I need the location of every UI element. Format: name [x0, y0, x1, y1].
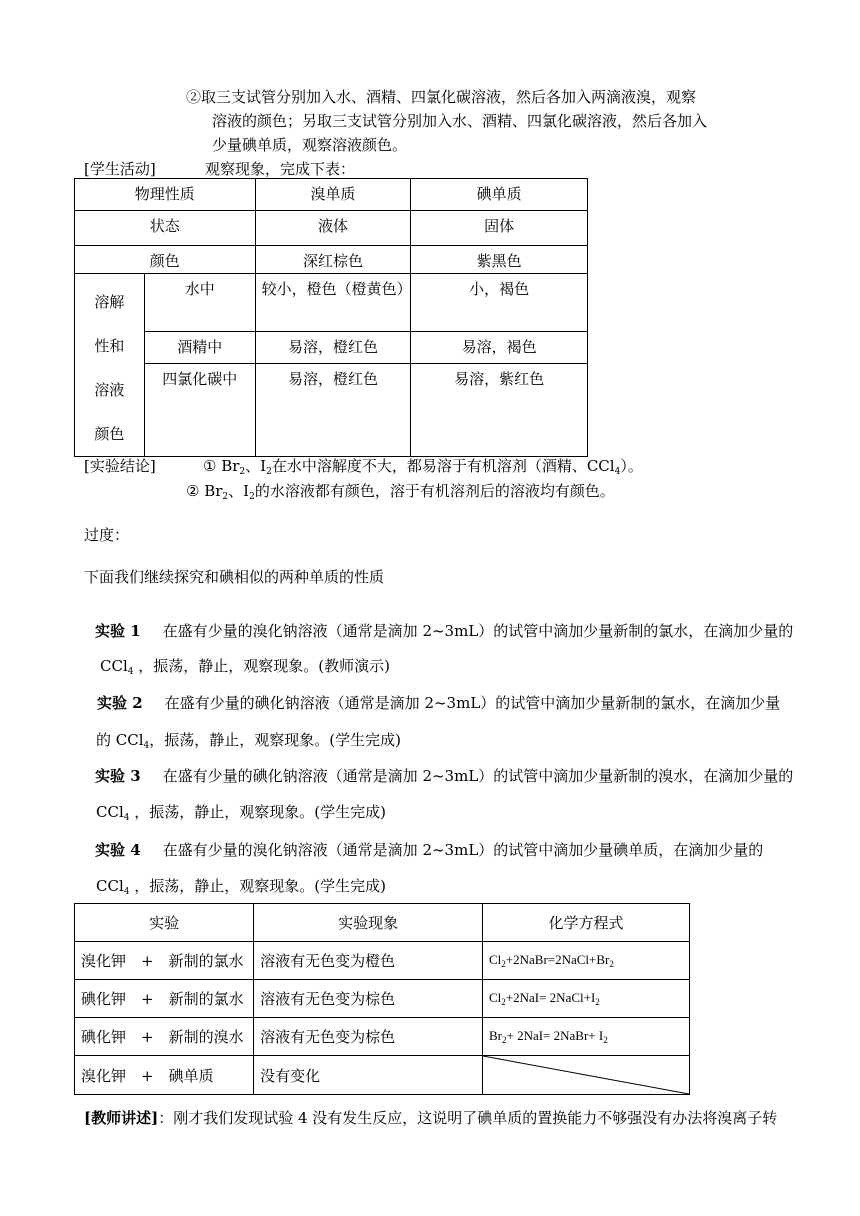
state-bromine: 液体 [255, 211, 411, 246]
lead-sentence: 下面我们继续探究和碘相似的两种单质的性质 [84, 568, 385, 586]
displacement-table [74, 903, 690, 1095]
experiment-3-line-2: CCl$_4$ ，振荡，静止，观察现象。(学生完成) [96, 803, 386, 823]
header-equation: 化学方程式 [482, 904, 689, 942]
student-activity-text: 观察现象，完成下表： [205, 160, 356, 178]
state-label: 状态 [75, 211, 256, 246]
solvent-ethanol: 酒精中 [144, 331, 255, 363]
solvent-ccl4: 四氯化碳中 [144, 364, 255, 457]
row-3-phenomenon: 溶液有无色变为棕色 [254, 1018, 483, 1056]
conclusion-tag: [实验结论] [84, 457, 156, 475]
row-2-experiment: 碘化钾 + 新制的氯水 [75, 980, 254, 1018]
row-3-experiment: 碘化钾 + 新制的溴水 [75, 1018, 254, 1056]
color-bromine: 深红棕色 [255, 246, 411, 274]
water-bromine: 较小，橙色（橙黄色） [255, 274, 411, 332]
experiment-1-line-2: CCl$_4$ ，振荡，静止，观察现象。(教师演示) [100, 657, 390, 677]
teacher-statement: [教师讲述]：刚才我们发现试验 4 没有发生反应，这说明了碘单质的置换能力不够强没有办法将溴离子转 [84, 1109, 778, 1127]
color-iodine: 紫黑色 [411, 246, 588, 274]
diagonal-slash [483, 1056, 689, 1094]
state-iodine: 固体 [411, 211, 588, 246]
transition-label: 过度： [84, 526, 130, 544]
solvent-water: 水中 [144, 274, 255, 332]
row-3-equation: $Br_2+ 2NaI=$ 2NaBr+ $I_2$ [482, 1018, 689, 1056]
experiment-1-line-1: 实验 1 在盛有少量的溴化钠溶液（通常是滴加 2~3mL）的试管中滴加少量新制的氯水，在滴加少量的 [95, 622, 794, 640]
header-iodine: 碘单质 [411, 179, 588, 211]
color-label: 颜色 [75, 246, 256, 274]
intro-line-1: ②取三支试管分别加入水、酒精、四氯化碳溶液，然后各加入两滴液溴，观察 [186, 88, 697, 106]
experiment-3-line-1: 实验 3 在盛有少量的碘化钠溶液（通常是滴加 2~3mL）的试管中滴加少量新制的溴水，在滴加少量的 [95, 767, 794, 785]
water-iodine: 小，褐色 [411, 274, 588, 332]
row-4-equation-empty [482, 1056, 689, 1095]
row-1-phenomenon: 溶液有无色变为橙色 [254, 942, 483, 980]
solubility-label: 溶解 性和 溶液 颜色 [75, 274, 145, 457]
header-phenomenon: 实验现象 [254, 904, 483, 942]
ethanol-bromine: 易溶，橙红色 [255, 331, 411, 363]
row-4-experiment: 溴化钾 + 碘单质 [75, 1056, 254, 1095]
experiment-2-line-1: 实验 2 在盛有少量的碘化钠溶液（通常是滴加 2~3mL）的试管中滴加少量新制的氯水，在滴加少量 [97, 694, 781, 712]
header-bromine: 溴单质 [255, 179, 411, 211]
row-1-equation: $Cl_2+2NaBr=2NaCl+Br_2$ [482, 942, 689, 980]
header-physical-property: 物理性质 [75, 179, 256, 211]
ccl4-iodine: 易溶，紫红色 [411, 364, 588, 457]
row-2-equation: $Cl_2+2NaI=$ $2NaCl+I_2$ [482, 980, 689, 1018]
intro-line-3: 少量碘单质，观察溶液颜色。 [212, 136, 408, 154]
row-2-phenomenon: 溶液有无色变为棕色 [254, 980, 483, 1018]
ccl4-bromine: 易溶，橙红色 [255, 364, 411, 457]
experiment-4-line-2: CCl$_4$ ，振荡，静止，观察现象。(学生完成) [96, 877, 386, 897]
conclusion-2: ② $Br_2$、$I_2$的水溶液都有颜色，溶于有机溶剂后的溶液均有颜色。 [186, 482, 615, 502]
experiment-2-line-2: 的 CCl$_4$，振荡，静止，观察现象。(学生完成) [96, 731, 401, 751]
intro-line-2: 溶液的颜色；另取三支试管分别加入水、酒精、四氯化碳溶液，然后各加入 [212, 112, 708, 130]
row-1-experiment: 溴化钾 + 新制的氯水 [75, 942, 254, 980]
ethanol-iodine: 易溶，褐色 [411, 331, 588, 363]
row-4-phenomenon: 没有变化 [254, 1056, 483, 1095]
conclusion-1: ① $Br_2$、$I_2$在水中溶解度不大，都易溶于有机溶剂（酒精、CCl$_4$）。 [203, 457, 643, 477]
halogen-properties-table [74, 178, 588, 457]
experiment-4-line-1: 实验 4 在盛有少量的溴化钠溶液（通常是滴加 2~3mL）的试管中滴加少量碘单质，在滴加少量的 [95, 841, 764, 859]
student-activity-tag: [学生活动] [84, 160, 156, 178]
header-experiment: 实验 [75, 904, 254, 942]
